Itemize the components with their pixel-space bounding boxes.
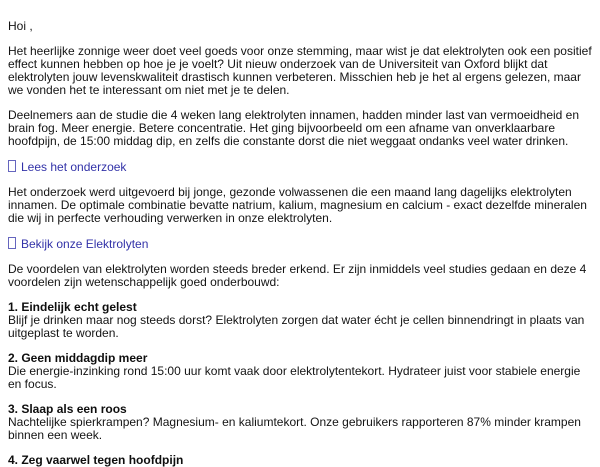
view-electrolytes-link-label: Bekijk onze Elektrolyten [21,237,149,251]
benefit-title: 3. Slaap als een roos [8,402,127,416]
benefit-item-3 [8,403,592,442]
benefit-title: 2. Geen middagdip meer [8,351,148,365]
benefit-item-4 [8,454,592,467]
view-electrolytes-link-line [8,237,592,251]
missing-glyph-icon [8,160,16,172]
read-study-link-label: Lees het onderzoek [21,160,127,174]
benefit-body: Nachtelijke spierkrampen? Magnesium- en kaliumtekort. Onze gebruikers rapporteren 87% minder krampen binnen een week. [8,415,581,442]
benefit-title: 4. Zeg vaarwel tegen hoofdpijn [8,453,184,467]
study-details-paragraph: Het onderzoek werd uitgevoerd bij jonge, gezonde volwassenen die een maand lang dagelijks elektrolyten innamen. De optimale combinatie bevatte natrium, kalium, magnesium en calcium - exact dezelfde mineralen die wij in perfecte verhouding verwerken in onze elektrolyten. [8,185,587,225]
benefits-intro-paragraph: De voordelen van elektrolyten worden steeds breder erkend. Er zijn inmiddels veel studies gedaan en deze 4 voordelen zijn wetenschappelijk goed onderbouwd: [8,262,587,289]
intro-paragraph-1: Het heerlijke zonnige weer doet veel goeds voor onze stemming, maar wist je dat elektrolyten ook een positief effect kunnen hebben op hoe je je voelt? Uit nieuw onderzoek van de Universiteit van Oxford blijkt dat elektrolyten jouw levenskwaliteit drastisch kunnen verbeteren. Misschien heb je het al ergens gelezen, maar we vonden het te interessant om niet met je te delen. [8,44,592,97]
read-study-link-line [8,160,592,174]
benefit-body: Blijf je drinken maar nog steeds dorst? Elektrolyten zorgen dat water écht je cellen binnendringt in plaats van uitgeplast te worden. [8,313,585,340]
benefit-item-1 [8,301,592,340]
greeting: Hoi , [8,19,33,33]
view-electrolytes-link[interactable] [8,237,148,251]
benefit-title: 1. Eindelijk echt gelest [8,300,137,314]
benefit-body: Die energie-inzinking rond 15:00 uur komt vaak door elektrolytentekort. Hydrateer juist voor stabiele energie en focus. [8,364,581,391]
intro-paragraph-2: Deelnemers aan de studie die 4 weken lang elektrolyten innamen, hadden minder last van vermoeidheid en brain fog. Meer energie. Betere concentratie. Het ging bijvoorbeeld om een afname van onverklaarbare hoofdpijn, de 15:00 middag dip, en zelfs die constante dorst die niet weggaat ondanks veel water drinken. [8,108,580,148]
read-study-link[interactable] [8,160,126,174]
benefit-item-2 [8,352,592,391]
missing-glyph-icon [8,237,16,249]
